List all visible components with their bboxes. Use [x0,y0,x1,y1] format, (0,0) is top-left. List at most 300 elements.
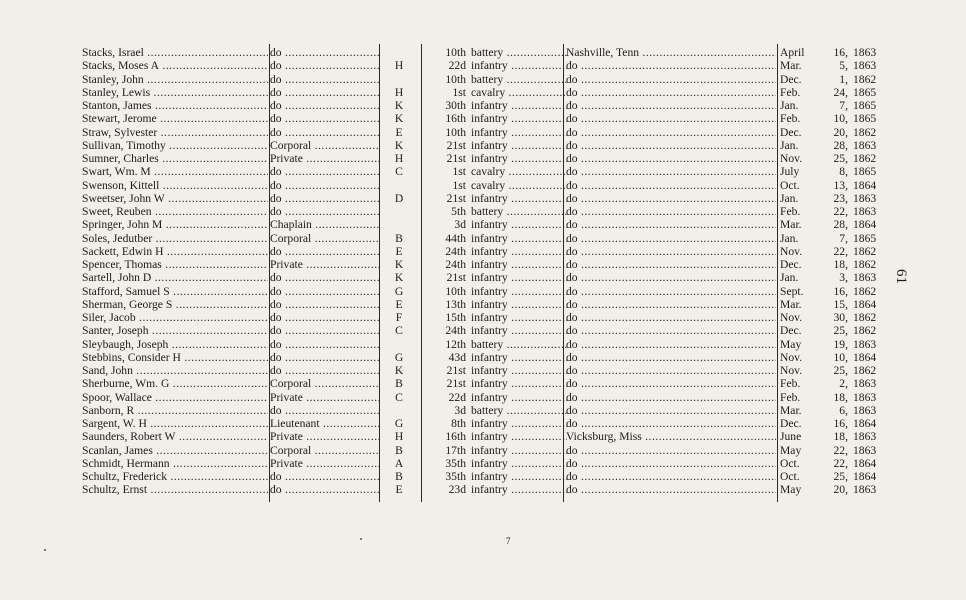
death-month: Dec. [780,417,802,430]
place-of-death: Vicksburg, Miss ..... [566,430,776,443]
rank: do ..... [270,324,380,337]
death-month: Oct. [780,178,800,192]
place-of-death: do ..... [566,324,776,337]
place-of-death: do ..... [566,364,776,377]
rank: do ..... [270,126,380,139]
death-day: 20, [833,125,848,139]
soldier-name: Stacks, Israel ..... [82,46,268,59]
rank: Corporal ..... [270,139,380,152]
regiment-number: 12th [445,337,466,351]
roster-row [82,152,882,165]
death-year: 1862 [853,364,877,377]
place-of-death: do ..... [566,298,776,311]
place-of-death: do ..... [566,73,776,86]
death-day: 8, [839,165,848,179]
roster-row [82,165,882,178]
service-branch: infantry ..... [471,457,567,470]
rank: do ..... [270,285,380,298]
death-day: 22, [833,205,848,218]
death-year: 1864 [853,218,877,232]
soldier-name: Schultz, Frederick ..... [82,470,268,483]
death-year: 1863 [853,337,877,351]
roster-row [82,377,882,390]
company-letter: H [394,152,404,165]
death-year: 1863 [853,59,877,73]
death-day: 5, [839,59,848,73]
regiment-number: 13th [445,297,466,311]
regiment-number: 23d [448,483,466,497]
death-month: Feb. [780,205,801,218]
soldier-name: Scanlan, James ..... [82,444,268,457]
death-day: 3, [839,271,848,285]
soldier-name: Sumner, Charles ..... [82,152,268,165]
service-branch: infantry ..... [471,285,567,298]
place-of-death: do ..... [566,338,776,351]
roster-row [82,126,882,139]
service-branch: cavalry ..... [471,179,567,192]
service-branch: infantry ..... [471,59,567,72]
roster-row [82,245,882,258]
printer-mark: 7 [506,536,511,546]
rank: Corporal ..... [270,444,380,457]
rank: do ..... [270,245,380,258]
death-day: 7, [839,99,848,112]
rank: do ..... [270,46,380,59]
soldier-name: Stafford, Samuel S ..... [82,285,268,298]
roster-row [82,179,882,192]
place-of-death: do ..... [566,126,776,139]
company-letter: B [395,377,403,391]
service-branch: battery ..... [471,73,567,86]
soldier-name: Springer, John M ..... [82,218,268,231]
death-year: 1865 [853,99,877,112]
service-branch: infantry ..... [471,126,567,139]
death-year: 1863 [853,46,877,59]
rank: do ..... [270,351,380,364]
rank: do ..... [270,165,380,178]
regiment-number: 43d [448,350,466,364]
regiment-number: 15th [445,311,466,324]
death-month: Jan. [780,231,799,245]
place-of-death: do ..... [566,99,776,112]
soldier-name: Sand, John ..... [82,364,268,377]
roster-row [82,86,882,99]
rank: Corporal ..... [270,232,380,245]
soldier-name: Straw, Sylvester ..... [82,126,268,139]
death-year: 1864 [853,470,877,483]
company-letter: F [395,311,403,324]
death-month: May [780,443,802,457]
death-year: 1863 [853,403,877,417]
death-month: Feb. [780,377,801,391]
page-number: 61 [893,269,909,284]
roster-row [82,483,882,496]
company-letter: K [394,258,404,271]
place-of-death: Nashville, Tenn ..... [566,46,776,59]
death-month: April [780,46,805,59]
service-branch: infantry ..... [471,351,567,364]
place-of-death: do ..... [566,444,776,457]
rank: Corporal ..... [270,377,380,390]
rank: do ..... [270,271,380,284]
company-letter: G [394,284,404,298]
place-of-death: do ..... [566,192,776,205]
roster-row [82,404,882,417]
roster-row [82,59,882,72]
column-rule-rank [269,44,270,502]
death-day: 16, [833,284,848,298]
soldier-name: Saunders, Robert W ..... [82,430,268,443]
death-month: Oct. [780,470,800,483]
death-day: 18, [833,430,848,444]
roster-row [82,470,882,483]
company-letter: D [394,191,404,205]
death-year: 1862 [853,72,877,86]
service-branch: infantry ..... [471,483,567,496]
roster-row [82,192,882,205]
death-month: Oct. [780,456,800,470]
regiment-number: 22d [448,59,466,73]
rank: do ..... [270,364,380,377]
rank: do ..... [270,179,380,192]
death-month: July [780,165,800,179]
service-branch: infantry ..... [471,444,567,457]
regiment-number: 10th [445,72,466,86]
soldier-name: Sweetser, John W ..... [82,192,268,205]
soldier-name: Swart, Wm. M ..... [82,165,268,178]
death-day: 30, [833,311,848,324]
place-of-death: do ..... [566,152,776,165]
roster-row [82,218,882,231]
death-day: 7, [839,231,848,245]
roster-row [82,258,882,271]
place-of-death: do ..... [566,258,776,271]
rank: Chaplain ..... [270,218,380,231]
death-month: Nov. [780,152,803,165]
death-year: 1863 [853,138,877,152]
death-year: 1863 [853,191,877,205]
roster-row [82,324,882,337]
death-month: May [780,337,802,351]
roster-row [82,430,882,443]
company-letter: G [394,350,404,364]
death-month: Jan. [780,191,799,205]
death-month: Dec. [780,258,802,271]
company-letter: A [394,456,404,470]
place-of-death: do ..... [566,59,776,72]
roster-row [82,444,882,457]
place-of-death: do ..... [566,311,776,324]
soldier-name: Sherman, George S ..... [82,298,268,311]
death-day: 25, [833,470,848,483]
death-year: 1863 [853,390,877,404]
rank: do ..... [270,205,380,218]
rank: Private ..... [270,430,380,443]
company-letter: H [394,85,404,99]
death-day: 18, [833,258,848,271]
roster-row [82,285,882,298]
death-year: 1865 [853,85,877,99]
roster-table [82,46,882,497]
death-day: 25, [833,324,848,338]
death-year: 1862 [853,284,877,298]
regiment-number: 21st [446,377,466,391]
death-day: 22, [833,244,848,258]
company-letter: C [395,165,403,179]
death-day: 2, [839,377,848,391]
death-year: 1864 [853,456,877,470]
rank: Private ..... [270,258,380,271]
paper-speck [360,538,362,540]
roster-row [82,417,882,430]
death-month: Dec. [780,324,802,338]
place-of-death: do ..... [566,404,776,417]
death-day: 6, [839,403,848,417]
regiment-number: 21st [446,364,466,377]
regiment-number: 35th [445,470,466,483]
roster-row [82,205,882,218]
death-year: 1862 [853,258,877,271]
death-month: Jan. [780,271,799,285]
rank: do ..... [270,338,380,351]
death-year: 1864 [853,297,877,311]
death-year: 1863 [853,377,877,391]
roster-row [82,112,882,125]
death-year: 1865 [853,165,877,179]
service-branch: battery ..... [471,205,567,218]
service-branch: infantry ..... [471,152,567,165]
place-of-death: do ..... [566,377,776,390]
soldier-name: Stanley, Lewis ..... [82,86,268,99]
service-branch: infantry ..... [471,417,567,430]
death-month: May [780,483,802,497]
place-of-death: do ..... [566,391,776,404]
service-branch: infantry ..... [471,192,567,205]
rank: do ..... [270,59,380,72]
roster-row [82,46,882,59]
regiment-number: 24th [445,244,466,258]
death-year: 1862 [853,244,877,258]
rank: do ..... [270,99,380,112]
death-year: 1865 [853,112,877,126]
place-of-death: do ..... [566,165,776,178]
soldier-name: Sartell, John D ..... [82,271,268,284]
service-branch: infantry ..... [471,298,567,311]
place-of-death: do ..... [566,232,776,245]
service-branch: cavalry ..... [471,165,567,178]
soldier-name: Siler, Jacob ..... [82,311,268,324]
rank: do ..... [270,86,380,99]
regiment-number: 17th [445,443,466,457]
service-branch: infantry ..... [471,258,567,271]
place-of-death: do ..... [566,86,776,99]
death-month: Nov. [780,364,803,377]
service-branch: infantry ..... [471,391,567,404]
company-letter: C [395,324,403,338]
death-year: 1864 [853,178,877,192]
service-branch: infantry ..... [471,112,567,125]
death-day: 10, [833,350,848,364]
regiment-number: 30th [445,99,466,112]
company-letter: K [394,138,404,152]
company-letter: K [394,112,404,126]
soldier-name: Stewart, Jerome ..... [82,112,268,125]
regiment-number: 1st [452,178,466,192]
company-letter: C [395,390,403,404]
company-letter: K [394,99,404,112]
company-letter: B [395,231,403,245]
death-year: 1863 [853,271,877,285]
place-of-death: do ..... [566,245,776,258]
death-month: Nov. [780,350,803,364]
rank: do ..... [270,112,380,125]
soldier-name: Sackett, Edwin H ..... [82,245,268,258]
regiment-number: 22d [448,390,466,404]
place-of-death: do ..... [566,139,776,152]
death-year: 1865 [853,231,877,245]
death-month: Dec. [780,125,802,139]
death-year: 1862 [853,311,877,324]
regiment-number: 8th [451,417,466,430]
soldier-name: Sanborn, R ..... [82,404,268,417]
rank: do ..... [270,404,380,417]
roster-row [82,351,882,364]
soldier-name: Sargent, W. H ..... [82,417,268,430]
roster-row [82,139,882,152]
death-month: Nov. [780,311,803,324]
company-letter: E [395,297,403,311]
company-letter: K [394,271,404,285]
soldier-name: Sullivan, Timothy ..... [82,139,268,152]
soldier-name: Stacks, Moses A ..... [82,59,268,72]
death-day: 16, [833,417,848,430]
place-of-death: do ..... [566,218,776,231]
rank: do ..... [270,73,380,86]
soldier-name: Soles, Jedutber ..... [82,232,268,245]
place-of-death: do ..... [566,285,776,298]
death-year: 1863 [853,205,877,218]
service-branch: infantry ..... [471,139,567,152]
place-of-death: do ..... [566,470,776,483]
death-year: 1862 [853,125,877,139]
death-day: 13, [833,178,848,192]
soldier-name: Sherburne, Wm. G ..... [82,377,268,390]
service-branch: infantry ..... [471,324,567,337]
rank: Private ..... [270,457,380,470]
soldier-name: Schmidt, Hermann ..... [82,457,268,470]
place-of-death: do ..... [566,457,776,470]
regiment-number: 44th [445,231,466,245]
death-month: Feb. [780,112,801,126]
place-of-death: do ..... [566,112,776,125]
service-branch: infantry ..... [471,364,567,377]
death-day: 20, [833,483,848,497]
regiment-number: 3d [454,218,466,232]
roster-row [82,457,882,470]
regiment-number: 21st [446,271,466,285]
soldier-name: Spoor, Wallace ..... [82,391,268,404]
soldier-name: Sleybaugh, Joseph ..... [82,338,268,351]
place-of-death: do ..... [566,483,776,496]
place-of-death: do ..... [566,417,776,430]
service-branch: cavalry ..... [471,86,567,99]
death-month: June [780,430,802,444]
service-branch: infantry ..... [471,271,567,284]
place-of-death: do ..... [566,179,776,192]
place-of-death: do ..... [566,271,776,284]
soldier-name: Swenson, Kittell ..... [82,179,268,192]
regiment-number: 21st [446,191,466,205]
company-letter: K [394,364,404,377]
company-letter: G [394,417,404,430]
service-branch: infantry ..... [471,99,567,112]
death-day: 24, [833,85,848,99]
death-day: 19, [833,337,848,351]
death-month: Mar. [780,218,802,232]
roster-row [82,73,882,86]
service-branch: infantry ..... [471,311,567,324]
death-month: Jan. [780,138,799,152]
death-day: 28, [833,138,848,152]
column-rule-date [777,44,778,502]
death-month: Feb. [780,85,801,99]
death-year: 1864 [853,350,877,364]
death-day: 23, [833,191,848,205]
soldier-name: Schultz, Ernst ..... [82,483,268,496]
regiment-number: 16th [445,112,466,126]
soldier-name: Sweet, Reuben ..... [82,205,268,218]
death-month: Nov. [780,244,803,258]
soldier-name: Stanley, John ..... [82,73,268,86]
regiment-number: 21st [446,152,466,165]
death-month: Mar. [780,403,802,417]
service-branch: battery ..... [471,46,567,59]
regiment-number: 1st [452,85,466,99]
regiment-number: 16th [445,430,466,444]
rank: Lieutenant ..... [270,417,380,430]
roster-row [82,232,882,245]
death-month: Jan. [780,99,799,112]
service-branch: battery ..... [471,404,567,417]
death-day: 25, [833,364,848,377]
column-rule-company [379,44,380,502]
death-year: 1863 [853,430,877,444]
regiment-number: 21st [446,138,466,152]
roster-row [82,311,882,324]
death-day: 22, [833,456,848,470]
death-day: 28, [833,218,848,232]
rank: Private ..... [270,391,380,404]
company-letter: H [394,59,404,73]
death-year: 1864 [853,417,877,430]
death-day: 18, [833,390,848,404]
service-branch: infantry ..... [471,430,567,443]
paper-speck [44,549,46,551]
company-letter: E [395,125,403,139]
regiment-number: 10th [445,46,466,59]
death-year: 1862 [853,152,877,165]
soldier-name: Stebbins, Consider H ..... [82,351,268,364]
death-month: Sept. [780,284,804,298]
rank: do ..... [270,311,380,324]
service-branch: infantry ..... [471,232,567,245]
company-letter: E [395,244,403,258]
death-day: 10, [833,112,848,126]
rank: do ..... [270,298,380,311]
death-day: 25, [833,152,848,165]
regiment-number: 10th [445,125,466,139]
service-branch: battery ..... [471,338,567,351]
